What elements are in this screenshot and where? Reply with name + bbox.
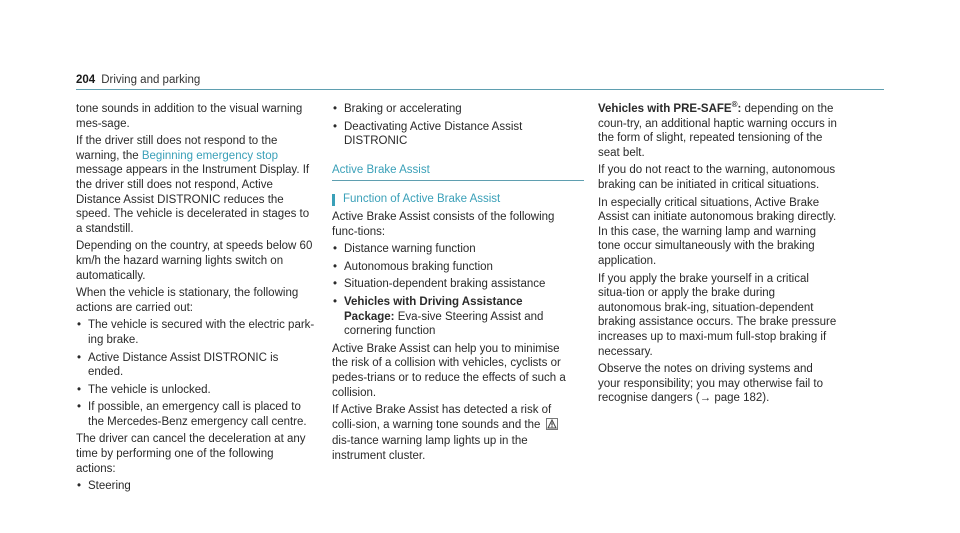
- paragraph: Vehicles with PRE-SAFE®: depending on the coun-try, an additional haptic warning occurs in the form of slight, repeated tensioning of the seat belt.: [598, 100, 837, 159]
- list-item: • The vehicle is unlocked.: [76, 383, 316, 398]
- paragraph: In especially critical situations, Active Brake Assist can initiate autonomous braking directly. In this case, the warning lamp and warning tone occur simultaneously with the braking application.: [598, 196, 837, 267]
- paragraph: When the vehicle is stationary, the following actions are carried out:: [76, 287, 299, 314]
- column-3: [598, 102, 838, 409]
- bullet-list: [76, 479, 316, 494]
- page-number: 204: [76, 74, 96, 86]
- column-1: [76, 102, 316, 497]
- paragraph: Observe the notes on driving systems and your responsibility; you may otherwise fail to recognise dangers (→ page 182).: [598, 363, 823, 405]
- paragraph: Active Brake Assist consists of the following func-tions:: [332, 210, 555, 238]
- list-item: • Autonomous braking function: [332, 260, 572, 275]
- page-header: [76, 73, 884, 88]
- list-item: • Situation-dependent braking assistance: [332, 277, 572, 292]
- bullet-list: [76, 318, 316, 429]
- list-item: • Steering: [76, 479, 316, 494]
- section-title: Active Brake Assist: [332, 163, 584, 182]
- subsection-marker: [332, 194, 335, 206]
- paragraph: If Active Brake Assist has detected a risk of colli-sion, a warning tone sounds and the dis-tance warning lamp lights up in the instrument cluster.: [332, 403, 572, 463]
- paragraph: If you do not react to the warning, autonomous braking can be initiated in critical situations.: [598, 164, 836, 191]
- list-item: • The vehicle is secured with the electric park-ing brake.: [76, 318, 316, 347]
- list-item: • Deactivating Active Distance Assist DISTRONIC: [332, 120, 572, 149]
- paragraph: The driver can cancel the deceleration at any time by performing one of the following actions:: [76, 433, 306, 475]
- list-item: • Braking or accelerating: [332, 102, 572, 117]
- distance-warning-lamp-icon: [546, 418, 558, 435]
- list-item: • Active Distance Assist DISTRONIC is ended.: [76, 351, 316, 380]
- paragraph: Depending on the country, at speeds below 60 km/h the hazard warning lights switch on automatically.: [76, 240, 313, 282]
- list-item: • Vehicles with Driving Assistance Package: Eva-sive Steering Assist and cornering function: [332, 295, 572, 339]
- bullet-list: [332, 102, 572, 149]
- paragraph: If the driver still does not respond to the warning, the Beginning emergency stop message appears in the Instrument Display. If the driver still does not respond, Active Distance Assist DISTRONIC reduces the speed. The vehicle is decelerated in stages to a standstill.: [76, 135, 310, 235]
- list-item: • Distance warning function: [332, 242, 572, 257]
- bullet-list: [332, 242, 572, 339]
- paragraph: Active Brake Assist can help you to minimise the risk of a collision with vehicles, cyclists or pedes-trians or to reduce the effects of such a collision.: [332, 342, 566, 399]
- column-2: [332, 102, 572, 466]
- subsection-title: Function of Active Brake Assist: [332, 192, 572, 207]
- header-divider: [76, 89, 884, 90]
- chapter-title: Driving and parking: [101, 74, 201, 86]
- list-item: • If possible, an emergency call is placed to the Mercedes-Benz emergency call centre.: [76, 400, 316, 429]
- display-message-link[interactable]: Beginning emergency stop: [141, 149, 279, 162]
- paragraph: If you apply the brake yourself in a critical situa-tion or apply the brake during autonomous brak-ing, situation-dependent braking assistance occurs. The brake pressure increases up to maxi-mum full-stop braking if necessary.: [598, 272, 837, 358]
- paragraph: tone sounds in addition to the visual warning mes-sage.: [76, 103, 303, 130]
